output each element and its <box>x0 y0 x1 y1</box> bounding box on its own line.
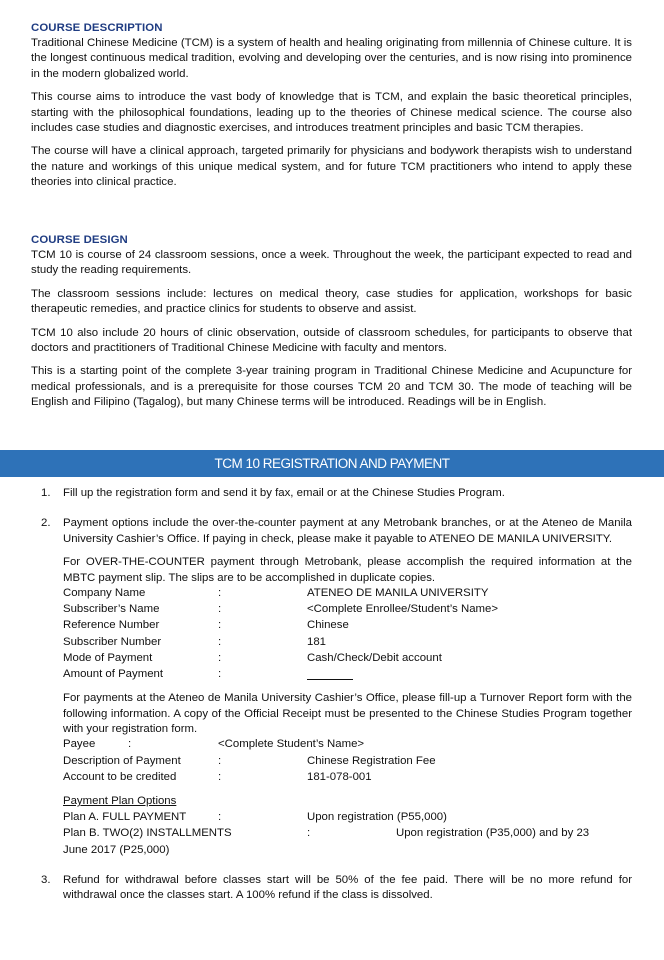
field-label: Description of Payment <box>63 754 181 767</box>
cashier-intro: For payments at the Ateneo de Manila University Cashier’s Office, please fill-up a Turnover Report form with the following information. A copy of the Official Receipt must be presented to the Chinese Studies Program together with your registration form. <box>63 692 632 735</box>
list-item <box>0 486 664 501</box>
list-item <box>0 516 664 842</box>
field-colon: : <box>218 587 222 600</box>
otc-intro: For OVER-THE-COUNTER payment through Metrobank, please accomplish the required information at the MBTC payment slip. The slips are to be accomplished in duplicate copies. <box>63 556 632 584</box>
field-value: 181 <box>307 635 327 648</box>
design-paragraph: TCM 10 also include 20 hours of clinic observation, outside of classroom schedules, for participants to observe that doctors and practitioners of Traditional Chinese Medicine with faculty and mentors. <box>31 326 632 355</box>
field-row <box>63 635 632 651</box>
course-design-heading: COURSE DESIGN <box>31 234 128 246</box>
plan-value: Upon registration (P55,000) <box>307 811 447 824</box>
plan-heading <box>63 794 176 809</box>
field-label: Payee <box>63 738 96 751</box>
description-paragraph: This course aims to introduce the vast body of knowledge that is TCM, and explain the basic theoretical principles, starting with the philosophical foundations, leading up to the theories of Chinese medical science. The course also includes case studies and diagnostic exercises, and introduces treatment principles and basic TCM therapies. <box>31 91 632 135</box>
field-row <box>63 651 632 667</box>
design-paragraph: This is a starting point of the complete 3-year training program in Traditional Chinese Medicine and Acupuncture for medical professionals, and is a prerequisite for those courses TCM 20 and TCM 30. The mode of teaching will be English and Filipino (Tagalog), but many Chinese terms will be introduced. Readings will be in English. <box>31 365 632 409</box>
field-value: <Complete Enrollee/Student’s Name> <box>307 603 499 616</box>
design-paragraph: The classroom sessions include: lectures on medical theory, case studies for application, workshops for basic therapeutic remedies, and practice clinics for students to observe and assist. <box>31 287 632 316</box>
plan-row <box>63 826 632 842</box>
field-label: Account to be credited <box>63 770 177 783</box>
field-row <box>63 754 632 770</box>
field-value: Cash/Check/Debit account <box>307 651 442 664</box>
field-colon: : <box>218 635 222 648</box>
item-number: 2. <box>41 517 51 530</box>
field-value: ATENEO DE MANILA UNIVERSITY <box>307 587 489 600</box>
field-label: Amount of Payment <box>63 667 164 680</box>
field-row <box>63 737 632 753</box>
field-value: 181-078-001 <box>307 770 372 783</box>
plan-heading-row <box>63 794 632 810</box>
field-label: Mode of Payment <box>63 651 153 664</box>
field-colon: : <box>218 667 222 680</box>
otc-fields <box>63 586 632 683</box>
field-colon: : <box>128 738 132 751</box>
field-value: <Complete Student’s Name> <box>218 738 365 751</box>
field-row <box>63 602 632 618</box>
field-label: Subscriber’s Name <box>63 603 160 616</box>
field-colon: : <box>218 770 222 783</box>
plan-value: Upon registration (P35,000) and by 23 <box>396 827 590 840</box>
item-number: 3. <box>41 873 51 886</box>
cashier-fields <box>63 737 632 786</box>
field-label: Reference Number <box>63 619 160 632</box>
design-paragraph: TCM 10 is course of 24 classroom sessions, once a week. Throughout the week, the participant expected to read and study the reading requirements. <box>31 249 632 277</box>
field-colon: : <box>218 603 222 616</box>
field-row <box>63 586 632 602</box>
registration-banner: TCM 10 REGISTRATION AND PAYMENT <box>0 450 664 477</box>
plan-heading-text: Payment Plan Options <box>63 794 177 807</box>
field-row <box>63 667 632 683</box>
item-number: 1. <box>41 487 51 499</box>
field-colon: : <box>218 811 222 824</box>
field-label: Subscriber Number <box>63 635 162 648</box>
field-label: Company Name <box>63 587 146 600</box>
plan-b-continuation: June 2017 (P25,000) <box>63 843 170 856</box>
field-colon: : <box>218 619 222 632</box>
field-colon: : <box>218 651 222 664</box>
field-colon: : <box>307 827 311 840</box>
payment-plans <box>63 794 632 843</box>
item-text: Fill up the registration form and send it by fax, email or at the Chinese Studies Program. <box>63 487 505 499</box>
field-value: Chinese Registration Fee <box>307 754 436 767</box>
course-description-section <box>0 21 664 191</box>
item-text: Payment options include the over-the-counter payment at any Metrobank branches, or at the Ateneo de Manila University Cashier’s Office. If paying in check, please make it payable to ATENEO DE MANILA UNIVERSITY. <box>63 517 632 545</box>
field-row <box>63 618 632 634</box>
list-item <box>0 873 664 904</box>
registration-steps <box>0 486 664 903</box>
item-text: Refund for withdrawal before classes start will be 50% of the fee paid. There will be no more refund for withdrawal once the classes start. A 100% refund if the class is dissolved. <box>63 873 632 901</box>
description-paragraph: The course will have a clinical approach, targeted primarily for physicians and bodywork therapists wish to understand the nature and workings of this unique medical system, and for future TCM practitioners who intend to apply these theories into clinical practice. <box>31 145 632 189</box>
plan-label: Plan B. TWO(2) INSTALLMENTS <box>63 827 232 840</box>
field-row <box>63 770 632 786</box>
course-design-section <box>0 233 664 411</box>
field-colon: : <box>218 754 222 767</box>
course-description-heading: COURSE DESCRIPTION <box>31 22 163 34</box>
plan-row <box>63 810 632 826</box>
field-value: Chinese <box>307 619 349 632</box>
description-paragraph: Traditional Chinese Medicine (TCM) is a system of health and healing originating from millennia of Chinese culture. It is the longest continuous medical tradition, evolving and developing over the centuries, and is now rising into prominence in the modern globalized world. <box>31 37 632 80</box>
plan-label: Plan A. FULL PAYMENT <box>63 811 187 824</box>
